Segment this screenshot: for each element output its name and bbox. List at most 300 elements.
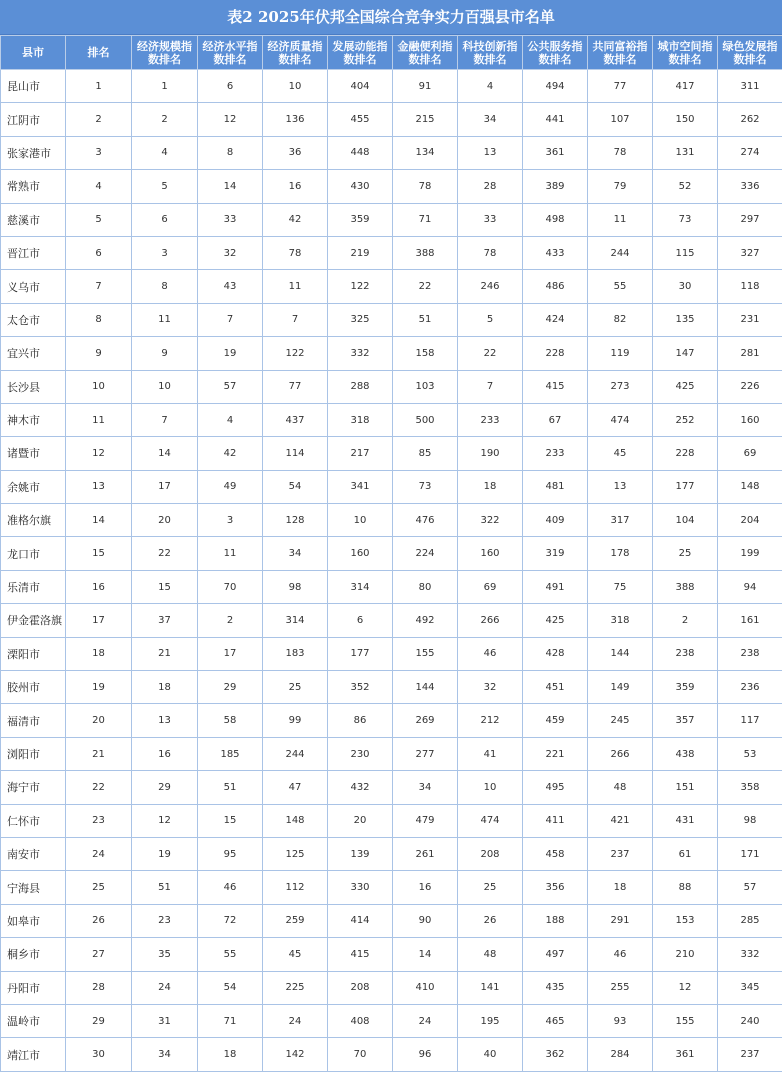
- index-rank-cell: 204: [718, 504, 782, 537]
- index-rank-cell: 237: [718, 1038, 782, 1071]
- rank-cell: 2: [66, 103, 132, 136]
- index-rank-cell: 238: [718, 637, 782, 670]
- index-rank-cell: 151: [653, 771, 718, 804]
- index-rank-cell: 409: [523, 504, 588, 537]
- index-rank-cell: 317: [588, 504, 653, 537]
- index-rank-cell: 78: [588, 136, 653, 169]
- index-rank-cell: 40: [458, 1038, 523, 1071]
- index-rank-cell: 281: [718, 337, 782, 370]
- index-rank-cell: 55: [198, 938, 263, 971]
- index-rank-cell: 177: [653, 470, 718, 503]
- index-rank-cell: 185: [198, 737, 263, 770]
- index-rank-cell: 361: [653, 1038, 718, 1071]
- index-rank-cell: 208: [328, 971, 393, 1004]
- index-rank-cell: 255: [588, 971, 653, 1004]
- index-rank-cell: 11: [588, 203, 653, 236]
- index-rank-cell: 318: [328, 403, 393, 436]
- county-name-cell: 乐清市: [1, 570, 66, 603]
- index-rank-cell: 494: [523, 70, 588, 103]
- table-row: [1, 303, 782, 336]
- ranking-table: [0, 35, 782, 1072]
- index-rank-cell: 49: [198, 470, 263, 503]
- index-rank-cell: 18: [132, 671, 198, 704]
- index-rank-cell: 34: [458, 103, 523, 136]
- index-rank-cell: 410: [393, 971, 458, 1004]
- index-rank-cell: 98: [718, 804, 782, 837]
- index-rank-cell: 432: [328, 771, 393, 804]
- index-rank-cell: 7: [458, 370, 523, 403]
- table-row: [1, 704, 782, 737]
- rank-cell: 5: [66, 203, 132, 236]
- index-rank-cell: 465: [523, 1004, 588, 1037]
- index-rank-cell: 425: [523, 604, 588, 637]
- table-row: [1, 570, 782, 603]
- index-rank-cell: 93: [588, 1004, 653, 1037]
- index-rank-cell: 21: [132, 637, 198, 670]
- index-rank-cell: 58: [198, 704, 263, 737]
- index-rank-cell: 46: [198, 871, 263, 904]
- index-rank-cell: 144: [393, 671, 458, 704]
- index-rank-cell: 46: [458, 637, 523, 670]
- index-rank-cell: 78: [393, 170, 458, 203]
- index-rank-cell: 297: [718, 203, 782, 236]
- index-rank-cell: 224: [393, 537, 458, 570]
- column-header: 经济质量指数排名: [263, 36, 328, 70]
- index-rank-cell: 24: [393, 1004, 458, 1037]
- table-row: [1, 203, 782, 236]
- index-rank-cell: 73: [653, 203, 718, 236]
- county-name-cell: 靖江市: [1, 1038, 66, 1071]
- index-rank-cell: 408: [328, 1004, 393, 1037]
- index-rank-cell: 261: [393, 837, 458, 870]
- rank-cell: 7: [66, 270, 132, 303]
- index-rank-cell: 212: [458, 704, 523, 737]
- index-rank-cell: 13: [458, 136, 523, 169]
- index-rank-cell: 7: [263, 303, 328, 336]
- index-rank-cell: 43: [198, 270, 263, 303]
- index-rank-cell: 161: [718, 604, 782, 637]
- index-rank-cell: 19: [198, 337, 263, 370]
- index-rank-cell: 4: [198, 403, 263, 436]
- index-rank-cell: 425: [653, 370, 718, 403]
- county-name-cell: 准格尔旗: [1, 504, 66, 537]
- index-rank-cell: 155: [653, 1004, 718, 1037]
- index-rank-cell: 19: [132, 837, 198, 870]
- index-rank-cell: 25: [263, 671, 328, 704]
- index-rank-cell: 359: [653, 671, 718, 704]
- county-name-cell: 伊金霍洛旗: [1, 604, 66, 637]
- index-rank-cell: 238: [653, 637, 718, 670]
- index-rank-cell: 94: [718, 570, 782, 603]
- index-rank-cell: 91: [393, 70, 458, 103]
- index-rank-cell: 119: [588, 337, 653, 370]
- index-rank-cell: 46: [588, 938, 653, 971]
- index-rank-cell: 291: [588, 904, 653, 937]
- index-rank-cell: 284: [588, 1038, 653, 1071]
- index-rank-cell: 244: [263, 737, 328, 770]
- index-rank-cell: 415: [328, 938, 393, 971]
- index-rank-cell: 22: [458, 337, 523, 370]
- index-rank-cell: 148: [718, 470, 782, 503]
- column-header: 县市: [1, 36, 66, 70]
- index-rank-cell: 319: [523, 537, 588, 570]
- index-rank-cell: 322: [458, 504, 523, 537]
- index-rank-cell: 34: [263, 537, 328, 570]
- rank-cell: 19: [66, 671, 132, 704]
- index-rank-cell: 190: [458, 437, 523, 470]
- index-rank-cell: 10: [132, 370, 198, 403]
- rank-cell: 30: [66, 1038, 132, 1071]
- table-row: [1, 537, 782, 570]
- index-rank-cell: 36: [263, 136, 328, 169]
- county-name-cell: 昆山市: [1, 70, 66, 103]
- county-name-cell: 南安市: [1, 837, 66, 870]
- index-rank-cell: 107: [588, 103, 653, 136]
- index-rank-cell: 69: [718, 437, 782, 470]
- table-row: [1, 971, 782, 1004]
- index-rank-cell: 22: [132, 537, 198, 570]
- index-rank-cell: 435: [523, 971, 588, 1004]
- county-name-cell: 江阴市: [1, 103, 66, 136]
- column-header: 公共服务指数排名: [523, 36, 588, 70]
- index-rank-cell: 29: [198, 671, 263, 704]
- index-rank-cell: 16: [393, 871, 458, 904]
- index-rank-cell: 71: [198, 1004, 263, 1037]
- index-rank-cell: 34: [132, 1038, 198, 1071]
- index-rank-cell: 25: [458, 871, 523, 904]
- index-rank-cell: 259: [263, 904, 328, 937]
- index-rank-cell: 136: [263, 103, 328, 136]
- county-name-cell: 常熟市: [1, 170, 66, 203]
- index-rank-cell: 47: [263, 771, 328, 804]
- column-header: 发展动能指数排名: [328, 36, 393, 70]
- index-rank-cell: 245: [588, 704, 653, 737]
- index-rank-cell: 414: [328, 904, 393, 937]
- index-rank-cell: 17: [132, 470, 198, 503]
- index-rank-cell: 433: [523, 236, 588, 269]
- index-rank-cell: 95: [198, 837, 263, 870]
- index-rank-cell: 389: [523, 170, 588, 203]
- column-header: 经济规模指数排名: [132, 36, 198, 70]
- index-rank-cell: 492: [393, 604, 458, 637]
- index-rank-cell: 188: [523, 904, 588, 937]
- rank-cell: 9: [66, 337, 132, 370]
- county-name-cell: 余姚市: [1, 470, 66, 503]
- index-rank-cell: 10: [328, 504, 393, 537]
- rank-cell: 15: [66, 537, 132, 570]
- rank-cell: 21: [66, 737, 132, 770]
- index-rank-cell: 32: [198, 236, 263, 269]
- index-rank-cell: 459: [523, 704, 588, 737]
- rank-cell: 11: [66, 403, 132, 436]
- index-rank-cell: 424: [523, 303, 588, 336]
- index-rank-cell: 8: [198, 136, 263, 169]
- index-rank-cell: 458: [523, 837, 588, 870]
- county-name-cell: 张家港市: [1, 136, 66, 169]
- index-rank-cell: 217: [328, 437, 393, 470]
- table-row: [1, 938, 782, 971]
- index-rank-cell: 13: [588, 470, 653, 503]
- index-rank-cell: 358: [718, 771, 782, 804]
- index-rank-cell: 404: [328, 70, 393, 103]
- index-rank-cell: 90: [393, 904, 458, 937]
- index-rank-cell: 441: [523, 103, 588, 136]
- index-rank-cell: 5: [132, 170, 198, 203]
- index-rank-cell: 325: [328, 303, 393, 336]
- index-rank-cell: 491: [523, 570, 588, 603]
- index-rank-cell: 274: [718, 136, 782, 169]
- index-rank-cell: 314: [328, 570, 393, 603]
- index-rank-cell: 233: [458, 403, 523, 436]
- index-rank-cell: 51: [132, 871, 198, 904]
- table-row: [1, 437, 782, 470]
- index-rank-cell: 228: [653, 437, 718, 470]
- index-rank-cell: 155: [393, 637, 458, 670]
- index-rank-cell: 236: [718, 671, 782, 704]
- index-rank-cell: 230: [328, 737, 393, 770]
- index-rank-cell: 362: [523, 1038, 588, 1071]
- column-header: 共同富裕指数排名: [588, 36, 653, 70]
- index-rank-cell: 85: [393, 437, 458, 470]
- index-rank-cell: 13: [132, 704, 198, 737]
- index-rank-cell: 183: [263, 637, 328, 670]
- index-rank-cell: 11: [263, 270, 328, 303]
- index-rank-cell: 455: [328, 103, 393, 136]
- index-rank-cell: 269: [393, 704, 458, 737]
- rank-cell: 17: [66, 604, 132, 637]
- index-rank-cell: 451: [523, 671, 588, 704]
- county-name-cell: 诸暨市: [1, 437, 66, 470]
- index-rank-cell: 14: [393, 938, 458, 971]
- index-rank-cell: 77: [263, 370, 328, 403]
- index-rank-cell: 240: [718, 1004, 782, 1037]
- index-rank-cell: 2: [653, 604, 718, 637]
- county-name-cell: 丹阳市: [1, 971, 66, 1004]
- index-rank-cell: 149: [588, 671, 653, 704]
- rank-cell: 26: [66, 904, 132, 937]
- county-name-cell: 太仓市: [1, 303, 66, 336]
- index-rank-cell: 75: [588, 570, 653, 603]
- index-rank-cell: 54: [263, 470, 328, 503]
- index-rank-cell: 481: [523, 470, 588, 503]
- index-rank-cell: 18: [198, 1038, 263, 1071]
- index-rank-cell: 72: [198, 904, 263, 937]
- index-rank-cell: 1: [132, 70, 198, 103]
- index-rank-cell: 16: [132, 737, 198, 770]
- index-rank-cell: 2: [132, 103, 198, 136]
- index-rank-cell: 345: [718, 971, 782, 1004]
- index-rank-cell: 15: [132, 570, 198, 603]
- index-rank-cell: 55: [588, 270, 653, 303]
- index-rank-cell: 498: [523, 203, 588, 236]
- index-rank-cell: 69: [458, 570, 523, 603]
- index-rank-cell: 70: [198, 570, 263, 603]
- index-rank-cell: 115: [653, 236, 718, 269]
- index-rank-cell: 10: [263, 70, 328, 103]
- index-rank-cell: 9: [132, 337, 198, 370]
- table-body: [1, 70, 782, 1072]
- index-rank-cell: 51: [198, 771, 263, 804]
- table-row: [1, 504, 782, 537]
- table-row: [1, 737, 782, 770]
- index-rank-cell: 7: [132, 403, 198, 436]
- index-rank-cell: 10: [458, 771, 523, 804]
- county-name-cell: 如皋市: [1, 904, 66, 937]
- index-rank-cell: 314: [263, 604, 328, 637]
- index-rank-cell: 30: [653, 270, 718, 303]
- index-rank-cell: 428: [523, 637, 588, 670]
- index-rank-cell: 33: [198, 203, 263, 236]
- index-rank-cell: 73: [393, 470, 458, 503]
- index-rank-cell: 246: [458, 270, 523, 303]
- index-rank-cell: 277: [393, 737, 458, 770]
- column-header: 绿色发展指数排名: [718, 36, 782, 70]
- index-rank-cell: 3: [132, 236, 198, 269]
- index-rank-cell: 122: [328, 270, 393, 303]
- rank-cell: 1: [66, 70, 132, 103]
- index-rank-cell: 160: [718, 403, 782, 436]
- index-rank-cell: 78: [263, 236, 328, 269]
- rank-cell: 25: [66, 871, 132, 904]
- index-rank-cell: 415: [523, 370, 588, 403]
- index-rank-cell: 14: [198, 170, 263, 203]
- index-rank-cell: 103: [393, 370, 458, 403]
- index-rank-cell: 388: [393, 236, 458, 269]
- rank-cell: 18: [66, 637, 132, 670]
- index-rank-cell: 195: [458, 1004, 523, 1037]
- rank-cell: 13: [66, 470, 132, 503]
- rank-cell: 22: [66, 771, 132, 804]
- index-rank-cell: 273: [588, 370, 653, 403]
- index-rank-cell: 3: [198, 504, 263, 537]
- index-rank-cell: 244: [588, 236, 653, 269]
- index-rank-cell: 215: [393, 103, 458, 136]
- index-rank-cell: 225: [263, 971, 328, 1004]
- index-rank-cell: 208: [458, 837, 523, 870]
- table-row: [1, 904, 782, 937]
- index-rank-cell: 57: [718, 871, 782, 904]
- index-rank-cell: 35: [132, 938, 198, 971]
- index-rank-cell: 357: [653, 704, 718, 737]
- index-rank-cell: 476: [393, 504, 458, 537]
- index-rank-cell: 437: [263, 403, 328, 436]
- rank-cell: 6: [66, 236, 132, 269]
- index-rank-cell: 147: [653, 337, 718, 370]
- index-rank-cell: 48: [458, 938, 523, 971]
- table-row: [1, 604, 782, 637]
- table-row: [1, 403, 782, 436]
- index-rank-cell: 20: [328, 804, 393, 837]
- index-rank-cell: 411: [523, 804, 588, 837]
- index-rank-cell: 4: [132, 136, 198, 169]
- table-row: [1, 1038, 782, 1071]
- county-name-cell: 福清市: [1, 704, 66, 737]
- index-rank-cell: 99: [263, 704, 328, 737]
- rank-cell: 20: [66, 704, 132, 737]
- rank-cell: 16: [66, 570, 132, 603]
- index-rank-cell: 486: [523, 270, 588, 303]
- index-rank-cell: 78: [458, 236, 523, 269]
- table-row: [1, 837, 782, 870]
- table-row: [1, 337, 782, 370]
- index-rank-cell: 4: [458, 70, 523, 103]
- index-rank-cell: 12: [653, 971, 718, 1004]
- table-row: [1, 1004, 782, 1037]
- index-rank-cell: 171: [718, 837, 782, 870]
- table-row: [1, 236, 782, 269]
- index-rank-cell: 359: [328, 203, 393, 236]
- table-row: [1, 804, 782, 837]
- index-rank-cell: 199: [718, 537, 782, 570]
- index-rank-cell: 45: [263, 938, 328, 971]
- index-rank-cell: 134: [393, 136, 458, 169]
- index-rank-cell: 17: [198, 637, 263, 670]
- table-row: [1, 871, 782, 904]
- index-rank-cell: 361: [523, 136, 588, 169]
- column-header: 城市空间指数排名: [653, 36, 718, 70]
- index-rank-cell: 11: [132, 303, 198, 336]
- index-rank-cell: 135: [653, 303, 718, 336]
- index-rank-cell: 12: [132, 804, 198, 837]
- index-rank-cell: 24: [263, 1004, 328, 1037]
- index-rank-cell: 32: [458, 671, 523, 704]
- index-rank-cell: 252: [653, 403, 718, 436]
- index-rank-cell: 122: [263, 337, 328, 370]
- header-row: [1, 36, 782, 70]
- index-rank-cell: 29: [132, 771, 198, 804]
- index-rank-cell: 311: [718, 70, 782, 103]
- index-rank-cell: 142: [263, 1038, 328, 1071]
- index-rank-cell: 417: [653, 70, 718, 103]
- county-name-cell: 温岭市: [1, 1004, 66, 1037]
- rank-cell: 24: [66, 837, 132, 870]
- column-header: 金融便利指数排名: [393, 36, 458, 70]
- table-row: [1, 637, 782, 670]
- index-rank-cell: 330: [328, 871, 393, 904]
- index-rank-cell: 231: [718, 303, 782, 336]
- index-rank-cell: 479: [393, 804, 458, 837]
- index-rank-cell: 148: [263, 804, 328, 837]
- index-rank-cell: 6: [328, 604, 393, 637]
- county-name-cell: 慈溪市: [1, 203, 66, 236]
- index-rank-cell: 474: [458, 804, 523, 837]
- index-rank-cell: 233: [523, 437, 588, 470]
- county-name-cell: 桐乡市: [1, 938, 66, 971]
- index-rank-cell: 5: [458, 303, 523, 336]
- index-rank-cell: 327: [718, 236, 782, 269]
- index-rank-cell: 158: [393, 337, 458, 370]
- index-rank-cell: 153: [653, 904, 718, 937]
- county-name-cell: 宜兴市: [1, 337, 66, 370]
- index-rank-cell: 177: [328, 637, 393, 670]
- index-rank-cell: 288: [328, 370, 393, 403]
- index-rank-cell: 262: [718, 103, 782, 136]
- index-rank-cell: 219: [328, 236, 393, 269]
- index-rank-cell: 285: [718, 904, 782, 937]
- index-rank-cell: 18: [588, 871, 653, 904]
- rank-cell: 12: [66, 437, 132, 470]
- index-rank-cell: 48: [588, 771, 653, 804]
- index-rank-cell: 114: [263, 437, 328, 470]
- index-rank-cell: 42: [263, 203, 328, 236]
- index-rank-cell: 500: [393, 403, 458, 436]
- index-rank-cell: 178: [588, 537, 653, 570]
- table-title: 表2 2025年伏邦全国综合竞争实力百强县市名单: [0, 0, 782, 35]
- county-name-cell: 义乌市: [1, 270, 66, 303]
- index-rank-cell: 98: [263, 570, 328, 603]
- county-name-cell: 长沙县: [1, 370, 66, 403]
- index-rank-cell: 112: [263, 871, 328, 904]
